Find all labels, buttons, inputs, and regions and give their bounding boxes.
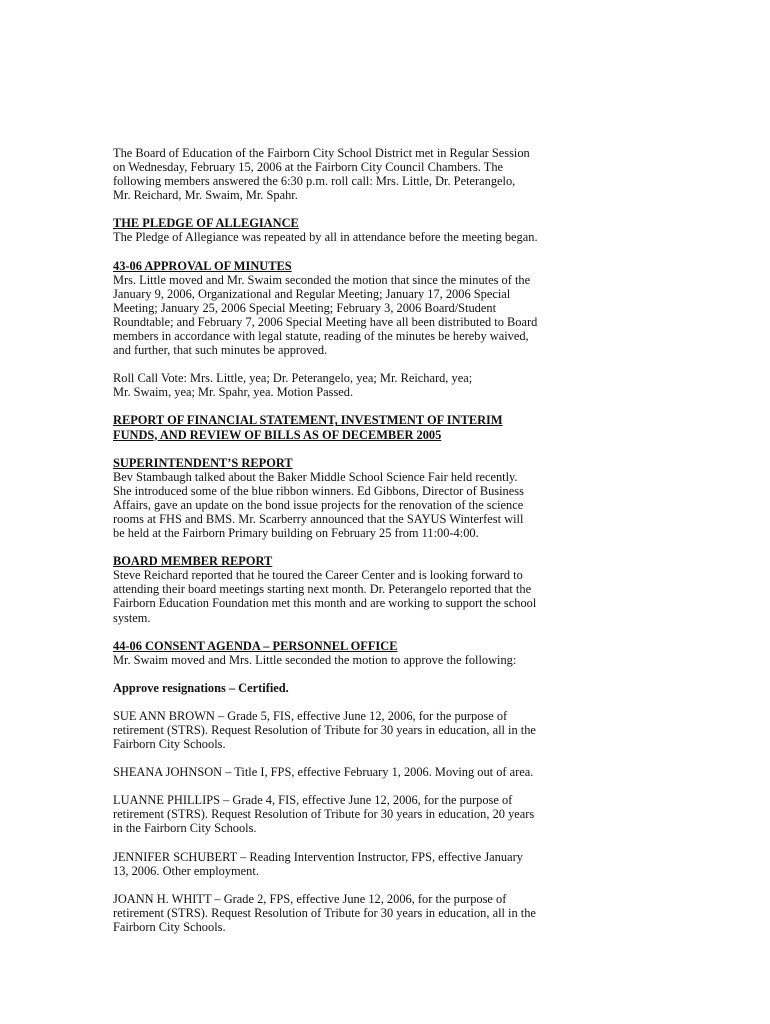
entry-line: SUE ANN BROWN – Grade 5, FIS, effective June 12, 2006, for the purpose of (113, 708, 508, 723)
entry-line: retirement (STRS). Request Resolution of Tribute for 30 years in education, 20 years (113, 807, 535, 822)
superintendent-line: rooms at FHS and BMS. Mr. Scarberry announced that the SAYUS Winterfest will (113, 511, 524, 526)
entry-line: JOANN H. WHITT – Grade 2, FPS, effective June 12, 2006, for the purpose of (113, 891, 507, 906)
intro-line: Mr. Reichard, Mr. Swaim, Mr. Spahr. (113, 188, 298, 203)
resignations-subheading (113, 681, 643, 695)
intro-paragraph (113, 146, 643, 202)
resignation-entry (113, 892, 643, 934)
resignation-entry (113, 765, 643, 779)
minutes-line: members in accordance with legal statute, reading of the minutes be hereby waived, (113, 329, 529, 344)
vote-line: Roll Call Vote: Mrs. Little, yea; Dr. Peterangelo, yea; Mr. Reichard, yea; (113, 371, 473, 386)
consent-section (113, 639, 643, 667)
board-member-line: attending their board meetings starting next month. Dr. Peterangelo reported that the (113, 582, 532, 597)
entry-line: retirement (STRS). Request Resolution of Tribute for 30 years in education, all in the (113, 905, 536, 920)
superintendent-line: She introduced some of the blue ribbon winners. Ed Gibbons, Director of Business (113, 483, 524, 498)
board-member-line: Steve Reichard reported that he toured the Career Center and is looking forward to (113, 568, 523, 583)
minutes-section (113, 259, 643, 358)
financial-heading: FUNDS, AND REVIEW OF BILLS AS OF DECEMBER 2005 (113, 427, 442, 442)
pledge-line: The Pledge of Allegiance was repeated by all in attendance before the meeting began. (113, 230, 538, 245)
minutes-line: Mrs. Little moved and Mr. Swaim seconded the motion that since the minutes of the (113, 272, 531, 287)
entry-line: LUANNE PHILLIPS – Grade 4, FIS, effective June 12, 2006, for the purpose of (113, 793, 513, 808)
entry-line: SHEANA JOHNSON – Title I, FPS, effective February 1, 2006. Moving out of area. (113, 765, 534, 780)
superintendent-line: be held at the Fairborn Primary building on February 25 from 11:00-4:00. (113, 526, 479, 541)
resignation-entry (113, 850, 643, 878)
pledge-heading: THE PLEDGE OF ALLEGIANCE (113, 216, 299, 231)
minutes-line: and further, that such minutes be approved. (113, 343, 328, 358)
resignations-label: Approve resignations – Certified. (113, 680, 289, 695)
resignation-entry (113, 709, 643, 751)
intro-line: following members answered the 6:30 p.m. roll call: Mrs. Little, Dr. Peterangelo, (113, 174, 516, 189)
minutes-content (113, 146, 643, 948)
board-member-line: Fairborn Education Foundation met this month and are working to support the school (113, 596, 537, 611)
board-member-line: system. (113, 610, 151, 625)
vote-line: Mr. Swaim, yea; Mr. Spahr, yea. Motion Passed. (113, 385, 354, 400)
financial-section (113, 413, 643, 441)
pledge-section (113, 216, 643, 244)
entry-line: 13, 2006. Other employment. (113, 863, 259, 878)
minutes-heading: 43-06 APPROVAL OF MINUTES (113, 258, 292, 273)
superintendent-line: Bev Stambaugh talked about the Baker Middle School Science Fair held recently. (113, 469, 518, 484)
entry-line: Fairborn City Schools. (113, 737, 226, 752)
superintendent-heading: SUPERINTENDENT’S REPORT (113, 455, 293, 470)
minutes-line: Meeting; January 25, 2006 Special Meeting; February 3, 2006 Board/Student (113, 300, 497, 315)
minutes-line: January 9, 2006, Organizational and Regular Meeting; January 17, 2006 Special (113, 286, 511, 301)
consent-line: Mr. Swaim moved and Mrs. Little seconded the motion to approve the following: (113, 652, 517, 667)
intro-line: The Board of Education of the Fairborn City School District met in Regular Session (113, 146, 530, 160)
entry-line: in the Fairborn City Schools. (113, 821, 257, 836)
resignation-entry (113, 793, 643, 835)
entry-line: Fairborn City Schools. (113, 919, 226, 934)
superintendent-section (113, 456, 643, 541)
minutes-vote (113, 371, 643, 399)
intro-line: on Wednesday, February 15, 2006 at the Fairborn City Council Chambers. The (113, 160, 504, 175)
board-member-section (113, 554, 643, 624)
financial-heading: REPORT OF FINANCIAL STATEMENT, INVESTMENT OF INTERIM (113, 413, 503, 428)
entry-line: JENNIFER SCHUBERT – Reading Intervention Instructor, FPS, effective January (113, 849, 523, 864)
consent-heading: 44-06 CONSENT AGENDA – PERSONNEL OFFICE (113, 638, 398, 653)
board-member-heading: BOARD MEMBER REPORT (113, 554, 273, 569)
minutes-line: Roundtable; and February 7, 2006 Special Meeting have all been distributed to Board (113, 314, 538, 329)
entry-line: retirement (STRS). Request Resolution of Tribute for 30 years in education, all in the (113, 723, 536, 737)
superintendent-line: Affairs, gave an update on the bond issue projects for the renovation of the science (113, 497, 524, 512)
